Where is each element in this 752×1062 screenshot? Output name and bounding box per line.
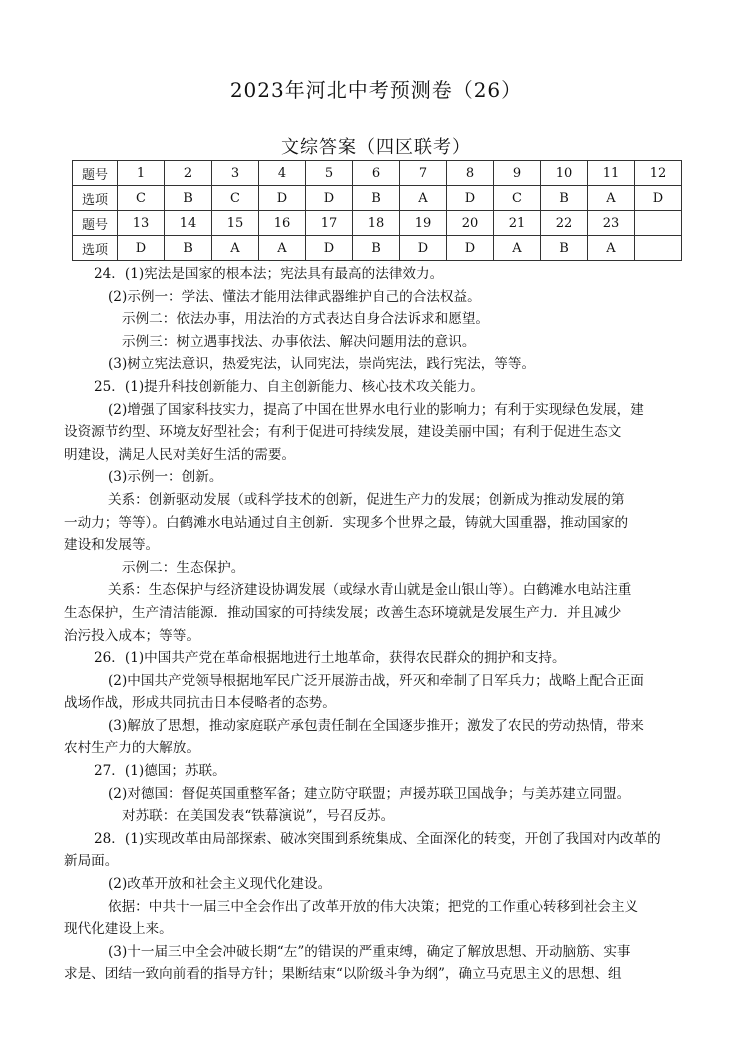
table-row: [73, 211, 682, 236]
table-row: [73, 161, 682, 186]
table-cell: 17: [306, 211, 353, 236]
table-cell: 13: [118, 211, 165, 236]
text-line: (3)解放了思想，推动家庭联产承包责任制在全国逐步推开；激发了农民的劳动热情，带来: [108, 717, 644, 734]
table-cell: 22: [541, 211, 588, 236]
text-line: (2)改革开放和社会主义现代化建设。: [108, 876, 332, 893]
row-label: 选项: [73, 186, 118, 211]
row-label: 选项: [73, 236, 118, 261]
table-cell: 1: [118, 161, 165, 186]
row-label: 题号: [73, 161, 118, 186]
table-cell: D: [306, 236, 353, 261]
table-cell: D: [447, 186, 494, 211]
table-cell: B: [541, 186, 588, 211]
text-line: 26．(1)中国共产党在革命根据地进行土地革命，获得农民群众的拥护和支持。: [94, 650, 566, 667]
table-cell: C: [212, 186, 259, 211]
text-line: 建设和发展等。: [64, 537, 160, 554]
table-cell: A: [588, 236, 635, 261]
text-line: 明建设，满足人民对美好生活的需要。: [64, 446, 296, 463]
text-line: (2)中国共产党领导根据地军民广泛开展游击战，歼灭和牵制了日军兵力；战略上配合正面: [108, 672, 644, 689]
row-label: 题号: [73, 211, 118, 236]
text-line: 28．(1)实现改革由局部探索、破冰突围到系统集成、全面深化的转变，开创了我国对内改革的: [94, 830, 661, 847]
table-cell: 8: [447, 161, 494, 186]
text-line: 对苏联：在美国发表“铁幕演说”，号召反苏。: [122, 808, 395, 825]
table-cell: B: [165, 236, 212, 261]
table-cell: 21: [494, 211, 541, 236]
table-cell: 14: [165, 211, 212, 236]
table-cell: D: [400, 236, 447, 261]
answer-explanations: [64, 263, 692, 986]
table-cell: D: [306, 186, 353, 211]
table-cell: 20: [447, 211, 494, 236]
table-cell: C: [494, 186, 541, 211]
text-line: 求是、团结一致向前看的指导方针；果断结束“以阶级斗争为纲”，确立马克思主义的思想、组: [64, 966, 622, 983]
text-line: (3)示例一：创新。: [108, 469, 223, 486]
table-cell: 4: [259, 161, 306, 186]
table-cell: 19: [400, 211, 447, 236]
table-cell: A: [400, 186, 447, 211]
text-line: (2)对德国：督促英国重整军备；建立防守联盟；声援苏联卫国战争；与美苏建立同盟。: [108, 785, 631, 802]
text-line: 24．(1)宪法是国家的根本法；宪法具有最高的法律效力。: [94, 266, 444, 282]
text-line: 示例二：依法办事，用法治的方式表达自身合法诉求和愿望。: [122, 311, 490, 328]
table-cell: 15: [212, 211, 259, 236]
document-subtitle: 文综答案（四区联考）: [281, 137, 471, 158]
text-line: 示例二：生态保护。: [122, 559, 245, 576]
table-cell: B: [353, 186, 400, 211]
text-line: 治污投入成本；等等。: [64, 627, 200, 644]
table-cell: 11: [588, 161, 635, 186]
table-cell: D: [259, 186, 306, 211]
table-cell: A: [259, 236, 306, 261]
text-line: 新局面。: [64, 853, 119, 870]
table-cell: 18: [353, 211, 400, 236]
table-cell: B: [353, 236, 400, 261]
table-cell: [635, 236, 682, 261]
text-line: 设资源节约型、环境友好型社会；有利于促进可持续发展，建设美丽中国；有利于促进生态文: [64, 424, 622, 441]
text-line: (3)十一届三中全会冲破长期“左”的错误的严重束缚，确定了解放思想、开动脑筋、实事: [108, 943, 631, 960]
table-row: [73, 236, 682, 261]
text-line: 农村生产力的大解放。: [64, 740, 200, 757]
text-line: (2)增强了国家科技实力，提高了中国在世界水电行业的影响力；有利于实现绿色发展，建: [108, 401, 644, 418]
table-cell: 16: [259, 211, 306, 236]
table-cell: D: [635, 186, 682, 211]
table-cell: B: [541, 236, 588, 261]
table-cell: 5: [306, 161, 353, 186]
text-line: 27．(1)德国；苏联。: [94, 763, 226, 780]
answer-key-table: [72, 160, 682, 261]
table-cell: A: [212, 236, 259, 261]
table-cell: A: [588, 186, 635, 211]
text-line: (2)示例一：学法、懂法才能用法律武器维护自己的合法权益。: [108, 288, 481, 305]
table-cell: [635, 211, 682, 236]
text-line: 25．(1)提升科技创新能力、自主创新能力、核心技术攻关能力。: [94, 378, 484, 395]
table-cell: C: [118, 186, 165, 211]
table-cell: 7: [400, 161, 447, 186]
document-title: 2023年河北中考预测卷（26）: [229, 78, 523, 102]
table-cell: 2: [165, 161, 212, 186]
table-cell: D: [447, 236, 494, 261]
text-line: 战场作战，形成共同抗击日本侵略者的态势。: [64, 695, 336, 712]
table-cell: 6: [353, 161, 400, 186]
table-cell: B: [165, 186, 212, 211]
table-cell: 10: [541, 161, 588, 186]
text-line: 关系：生态保护与经济建设协调发展（或绿水青山就是金山银山等）。白鹤滩水电站注重: [108, 582, 632, 599]
table-cell: 23: [588, 211, 635, 236]
table-cell: D: [118, 236, 165, 261]
text-line: 关系：创新驱动发展（或科学技术的创新，促进生产力的发展；创新成为推动发展的第: [108, 491, 625, 508]
table-cell: 12: [635, 161, 682, 186]
table-cell: A: [494, 236, 541, 261]
table-cell: 9: [494, 161, 541, 186]
text-line: (3)树立宪法意识，热爱宪法，认同宪法，崇尚宪法，践行宪法，等等。: [108, 356, 536, 373]
text-line: 依据：中共十一届三中全会作出了改革开放的伟大决策；把党的工作重心转移到社会主义: [108, 898, 639, 915]
text-line: 一动力；等等）。白鹤滩水电站通过自主创新．实现多个世界之最，铸就大国重器，推动国家的: [64, 514, 629, 531]
table-cell: 3: [212, 161, 259, 186]
text-line: 现代化建设上来。: [64, 921, 173, 938]
text-line: 示例三：树立遇事找法、办事依法、解决问题用法的意识。: [122, 333, 476, 350]
text-line: 生态保护，生产清洁能源．推动国家的可持续发展；改善生态环境就是发展生产力．并且减少: [64, 604, 622, 621]
table-row: [73, 186, 682, 211]
